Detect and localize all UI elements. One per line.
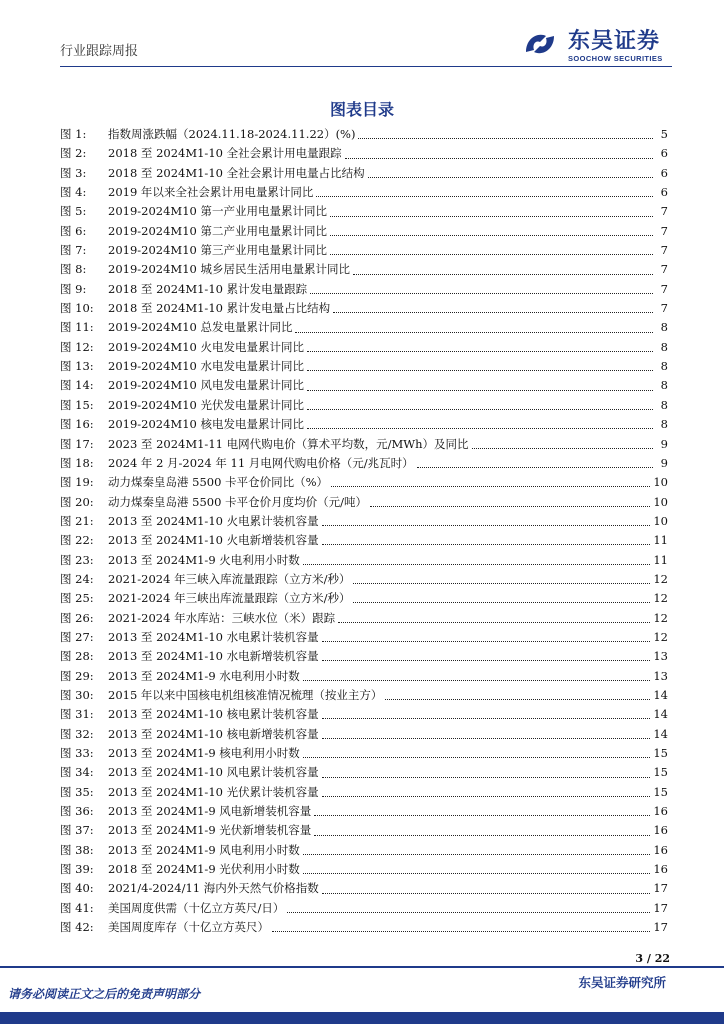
toc-entry[interactable] [60, 300, 668, 319]
toc-entry-page: 8 [660, 378, 668, 393]
toc-entry[interactable] [60, 339, 668, 358]
toc-leader-dots [368, 177, 653, 178]
institute-name: 东吴证券研究所 [578, 975, 666, 990]
toc-leader-dots [303, 757, 651, 758]
toc-entry-number: 图 11: [60, 320, 94, 335]
toc-leader-dots [287, 912, 650, 913]
toc-entry-title: 2019-2024M10 水电发电量累计同比 [108, 359, 304, 374]
toc-entry-page: 8 [660, 339, 668, 354]
header-divider [60, 66, 672, 67]
toc-entry-page: 8 [660, 320, 668, 335]
toc-leader-dots [314, 835, 650, 836]
toc-leader-dots [345, 158, 653, 159]
toc-entry[interactable] [60, 474, 668, 493]
toc-entry-number: 图 42: [60, 920, 94, 935]
toc-entry-number: 图 5: [60, 204, 87, 219]
toc-entry-page: 12 [653, 629, 668, 644]
toc-entry-number: 图 16: [60, 417, 94, 432]
toc-entry-page: 10 [653, 475, 668, 490]
toc-leader-dots [385, 699, 650, 700]
toc-entry-number: 图 39: [60, 862, 94, 877]
toc-leader-dots [330, 254, 653, 255]
toc-entry-title: 2013 至 2024M1-10 水电新增装机容量 [108, 649, 319, 664]
company-logo [520, 24, 680, 68]
toc-entry[interactable] [60, 648, 668, 667]
toc-entry-number: 图 22: [60, 533, 94, 548]
toc-entry-page: 7 [660, 301, 668, 316]
toc-leader-dots [314, 815, 650, 816]
toc-entry-page: 8 [660, 359, 668, 374]
toc-entry-title: 2019-2024M10 第二产业用电量累计同比 [108, 223, 327, 238]
toc-entry-page: 7 [660, 204, 668, 219]
toc-entry[interactable] [60, 223, 668, 242]
toc-entry-page: 9 [660, 436, 668, 451]
toc-entry-page: 17 [653, 900, 668, 915]
toc-leader-dots [303, 564, 651, 565]
toc-entry-page: 15 [653, 784, 668, 799]
toc-entry-number: 图 27: [60, 629, 94, 644]
page-header [0, 0, 724, 75]
toc-entry-title: 2013 至 2024M1-10 火电新增装机容量 [108, 533, 319, 548]
toc-entry[interactable] [60, 513, 668, 532]
toc-entry-number: 图 13: [60, 359, 94, 374]
toc-entry-number: 图 35: [60, 784, 94, 799]
toc-entry-page: 6 [660, 185, 668, 200]
toc-leader-dots [316, 196, 653, 197]
toc-entry-number: 图 19: [60, 475, 94, 490]
toc-entry-title: 2019-2024M10 城乡居民生活用电量累计同比 [108, 262, 350, 277]
toc-entry-page: 15 [653, 746, 668, 760]
toc-leader-dots [353, 274, 653, 275]
toc-entry[interactable] [60, 552, 668, 571]
toc-entry[interactable] [60, 803, 668, 822]
toc-entry-title: 2013 至 2024M1-10 风电累计装机容量 [108, 765, 319, 780]
toc-entry-page: 8 [660, 397, 668, 412]
toc-leader-dots [310, 293, 653, 294]
toc-entry[interactable] [60, 416, 668, 435]
toc-entry-title: 2013 至 2024M1-9 水电利用小时数 [108, 668, 300, 683]
toc-entry[interactable] [60, 126, 668, 145]
toc-entry-number: 图 24: [60, 571, 94, 586]
toc-entry-number: 图 1: [60, 127, 87, 141]
toc-entry-number: 图 33: [60, 746, 94, 760]
toc-leader-dots [307, 409, 653, 410]
toc-leader-dots [322, 525, 651, 526]
toc-entry-number: 图 6: [60, 223, 87, 238]
toc-entry-title: 美国周度供需（十亿立方英尺/日） [108, 900, 285, 915]
toc-leader-dots [307, 370, 653, 371]
toc-leader-dots [322, 738, 651, 739]
toc-leader-dots [333, 312, 653, 313]
toc-entry-number: 图 18: [60, 455, 94, 470]
toc-entry-page: 10 [653, 494, 668, 509]
toc-leader-dots [338, 622, 650, 623]
toc-entry[interactable] [60, 203, 668, 222]
toc-entry[interactable] [60, 764, 668, 783]
toc-leader-dots [307, 428, 653, 429]
toc-entry[interactable] [60, 822, 668, 841]
toc-leader-dots [322, 641, 651, 642]
logo-mark-icon [520, 24, 560, 64]
toc-entry[interactable] [60, 261, 668, 280]
toc-entry-number: 图 31: [60, 707, 94, 722]
logo-en-text: SOOCHOW SECURITIES [568, 54, 663, 63]
toc-entry-title: 2013 至 2024M1-9 风电新增装机容量 [108, 804, 312, 819]
toc-entry-title: 2013 至 2024M1-9 核电利用小时数 [108, 746, 300, 760]
toc-entry-number: 图 21: [60, 513, 94, 528]
toc-entry-number: 图 20: [60, 494, 94, 509]
logo-cn-text: 东吴证券 [568, 29, 661, 54]
toc-entry[interactable] [60, 668, 668, 687]
toc-entry-page: 15 [653, 765, 668, 780]
toc-entry[interactable] [60, 784, 668, 803]
toc-entry-number: 图 7: [60, 243, 87, 258]
toc-entry-page: 12 [653, 571, 668, 586]
toc-entry-number: 图 9: [60, 281, 87, 296]
toc-entry[interactable] [60, 706, 668, 725]
toc-leader-dots [322, 660, 651, 661]
toc-entry-number: 图 29: [60, 668, 94, 683]
toc-entry[interactable] [60, 687, 668, 706]
toc-entry-title: 2018 至 2024M1-10 全社会累计用电量占比结构 [108, 165, 365, 180]
toc-entry[interactable] [60, 880, 668, 899]
toc-entry-number: 图 41: [60, 900, 94, 915]
toc-entry-page: 17 [653, 881, 668, 896]
footer-bar [0, 1012, 724, 1024]
toc-entry[interactable] [60, 281, 668, 300]
toc-leader-dots [303, 680, 651, 681]
toc-entry[interactable] [60, 242, 668, 261]
toc-entry[interactable] [60, 610, 668, 629]
toc-entry-page: 14 [653, 687, 668, 702]
toc-leader-dots [272, 931, 650, 932]
toc-leader-dots [322, 893, 651, 894]
toc-entry-number: 图 30: [60, 687, 94, 702]
toc-entry-number: 图 12: [60, 339, 94, 354]
toc-entry[interactable] [60, 726, 668, 745]
toc-entry-number: 图 26: [60, 610, 94, 625]
toc-leader-dots [370, 506, 650, 507]
toc-leader-dots [322, 718, 651, 719]
toc-entry[interactable] [60, 358, 668, 377]
report-type-label: 行业跟踪周报 [60, 44, 139, 59]
toc-entry-page: 12 [653, 591, 668, 606]
toc-entry-title: 2013 至 2024M1-9 火电利用小时数 [108, 552, 300, 567]
toc-entry-page: 7 [660, 262, 668, 277]
toc-entry-number: 图 36: [60, 804, 94, 819]
toc-entry-title: 2013 至 2024M1-10 火电累计装机容量 [108, 513, 319, 528]
toc-entry-page: 13 [653, 668, 668, 683]
toc-leader-dots [303, 873, 651, 874]
page-number: 3 / 22 [635, 952, 670, 965]
toc-entry-page: 16 [653, 862, 668, 877]
toc-leader-dots [417, 467, 653, 468]
toc-entry-page: 6 [660, 146, 668, 161]
toc-entry-page: 12 [653, 610, 668, 625]
toc-entry-number: 图 15: [60, 397, 94, 412]
toc-entry-number: 图 3: [60, 165, 87, 180]
toc-entry-number: 图 23: [60, 552, 94, 567]
toc-entry-page: 17 [653, 920, 668, 935]
toc-entry-page: 11 [653, 552, 668, 567]
toc-entry-number: 图 25: [60, 591, 94, 606]
toc-entry[interactable] [60, 629, 668, 648]
toc-leader-dots [330, 235, 653, 236]
toc-leader-dots [322, 796, 651, 797]
toc-entry-title: 2021-2024 年三峡入库流量跟踪（立方米/秒） [108, 571, 351, 586]
toc-entry-title: 2019-2024M10 第三产业用电量累计同比 [108, 243, 327, 258]
toc-entry-page: 5 [660, 127, 668, 141]
toc-leader-dots [472, 448, 654, 449]
toc-entry[interactable] [60, 165, 668, 184]
toc-entry[interactable] [60, 319, 668, 338]
toc-entry-page: 14 [653, 726, 668, 741]
toc-entry[interactable] [60, 377, 668, 396]
toc-entry-title: 2019-2024M10 核电发电量累计同比 [108, 417, 304, 432]
toc-entry-title: 2021-2024 年水库站：三峡水位（米）跟踪 [108, 610, 336, 625]
toc-entry-title: 2019-2024M10 总发电量累计同比 [108, 320, 293, 335]
toc-entry[interactable] [60, 455, 668, 474]
toc-entry-number: 图 40: [60, 881, 94, 896]
toc-leader-dots [307, 351, 653, 352]
toc-entry-title: 2018 至 2024M1-10 累计发电量跟踪 [108, 281, 308, 296]
toc-entry-page: 6 [660, 165, 668, 180]
toc-entry-title: 2019-2024M10 第一产业用电量累计同比 [108, 204, 327, 219]
toc-entry-title: 指数周涨跌幅（2024.11.18-2024.11.22）(%) [108, 127, 356, 141]
toc-entry[interactable] [60, 745, 668, 764]
toc-entry-title: 2015 年以来中国核电机组核准情况梳理（按业主方） [108, 687, 383, 702]
toc-entry[interactable] [60, 861, 668, 880]
toc-entry-title: 2018 至 2024M1-9 光伏利用小时数 [108, 862, 300, 877]
toc-entry-title: 2018 至 2024M1-10 累计发电量占比结构 [108, 301, 331, 316]
toc-entry-page: 8 [660, 417, 668, 432]
toc-entry-title: 2024 年 2 月-2024 年 11 月电网代购电价格（元/兆瓦时） [108, 455, 414, 470]
toc-entry-title: 2013 至 2024M1-9 光伏新增装机容量 [108, 823, 312, 838]
footer-divider [0, 966, 724, 968]
toc-entry-number: 图 28: [60, 649, 94, 664]
toc-entry-page: 13 [653, 649, 668, 664]
toc-leader-dots [358, 138, 653, 139]
toc-entry-page: 16 [653, 823, 668, 838]
toc-entry-title: 2019-2024M10 光伏发电量累计同比 [108, 397, 304, 412]
toc-entry-number: 图 38: [60, 842, 94, 857]
toc-entry-number: 图 10: [60, 301, 94, 316]
toc-leader-dots [295, 332, 653, 333]
toc-entry-page: 16 [653, 804, 668, 819]
toc-entry-number: 图 32: [60, 726, 94, 741]
toc-leader-dots [330, 216, 653, 217]
toc-entry-page: 9 [660, 455, 668, 470]
toc-entry-number: 图 4: [60, 185, 87, 200]
toc-entry-title: 2019 年以来全社会累计用电量累计同比 [108, 185, 314, 200]
toc-entry-title: 2013 至 2024M1-9 风电利用小时数 [108, 842, 300, 857]
toc-leader-dots [303, 854, 651, 855]
toc-entry-title: 2013 至 2024M1-10 核电新增装机容量 [108, 726, 319, 741]
toc-leader-dots [353, 602, 650, 603]
toc-entry-title: 2021/4-2024/11 海内外天然气价格指数 [108, 881, 319, 896]
toc-entry[interactable] [60, 919, 668, 938]
toc-leader-dots [322, 544, 651, 545]
toc-entry[interactable] [60, 842, 668, 861]
toc-entry-title: 2013 至 2024M1-10 光伏累计装机容量 [108, 784, 319, 799]
toc-entry-page: 14 [653, 707, 668, 722]
toc-entry[interactable] [60, 532, 668, 551]
toc-entry-title: 2023 至 2024M1-11 电网代购电价（算术平均数，元/MWh）及同比 [108, 436, 469, 451]
toc-leader-dots [353, 583, 650, 584]
toc-entry[interactable] [60, 494, 668, 513]
toc-entry-page: 10 [653, 513, 668, 528]
toc-leader-dots [307, 390, 653, 391]
toc-entry-title: 2021-2024 年三峡出库流量跟踪（立方米/秒） [108, 591, 351, 606]
toc-entry-number: 图 14: [60, 378, 94, 393]
toc-entry-page: 7 [660, 243, 668, 258]
table-of-figures [60, 126, 668, 938]
disclaimer-notice: 请务必阅读正文之后的免责声明部分 [8, 987, 201, 1001]
toc-entry-number: 图 37: [60, 823, 94, 838]
toc-title: 图表目录 [329, 100, 394, 119]
toc-entry-title: 2013 至 2024M1-10 核电累计装机容量 [108, 707, 319, 722]
toc-entry[interactable] [60, 184, 668, 203]
toc-entry-number: 图 8: [60, 262, 87, 277]
toc-entry-page: 7 [660, 223, 668, 238]
toc-entry-page: 7 [660, 281, 668, 296]
toc-entry[interactable] [60, 571, 668, 590]
toc-entry-title: 2013 至 2024M1-10 水电累计装机容量 [108, 629, 319, 644]
toc-entry-number: 图 2: [60, 146, 87, 161]
toc-leader-dots [322, 777, 651, 778]
toc-entry-page: 11 [653, 533, 668, 548]
toc-entry[interactable] [60, 436, 668, 455]
toc-entry-page: 16 [653, 842, 668, 857]
toc-entry[interactable] [60, 900, 668, 919]
toc-entry-title: 动力煤秦皇岛港 5500 卡平仓价月度均价（元/吨） [108, 494, 367, 509]
toc-entry[interactable] [60, 590, 668, 609]
toc-entry-number: 图 34: [60, 765, 94, 780]
toc-entry[interactable] [60, 145, 668, 164]
toc-entry-title: 2019-2024M10 风电发电量累计同比 [108, 378, 304, 393]
toc-entry-title: 美国周度库存（十亿立方英尺） [108, 920, 269, 935]
toc-entry-number: 图 17: [60, 436, 94, 451]
toc-entry-title: 动力煤秦皇岛港 5500 卡平仓价同比（%） [108, 475, 329, 490]
toc-entry[interactable] [60, 397, 668, 416]
toc-entry-title: 2018 至 2024M1-10 全社会累计用电量跟踪 [108, 146, 342, 161]
toc-entry-title: 2019-2024M10 火电发电量累计同比 [108, 339, 304, 354]
toc-leader-dots [331, 486, 650, 487]
